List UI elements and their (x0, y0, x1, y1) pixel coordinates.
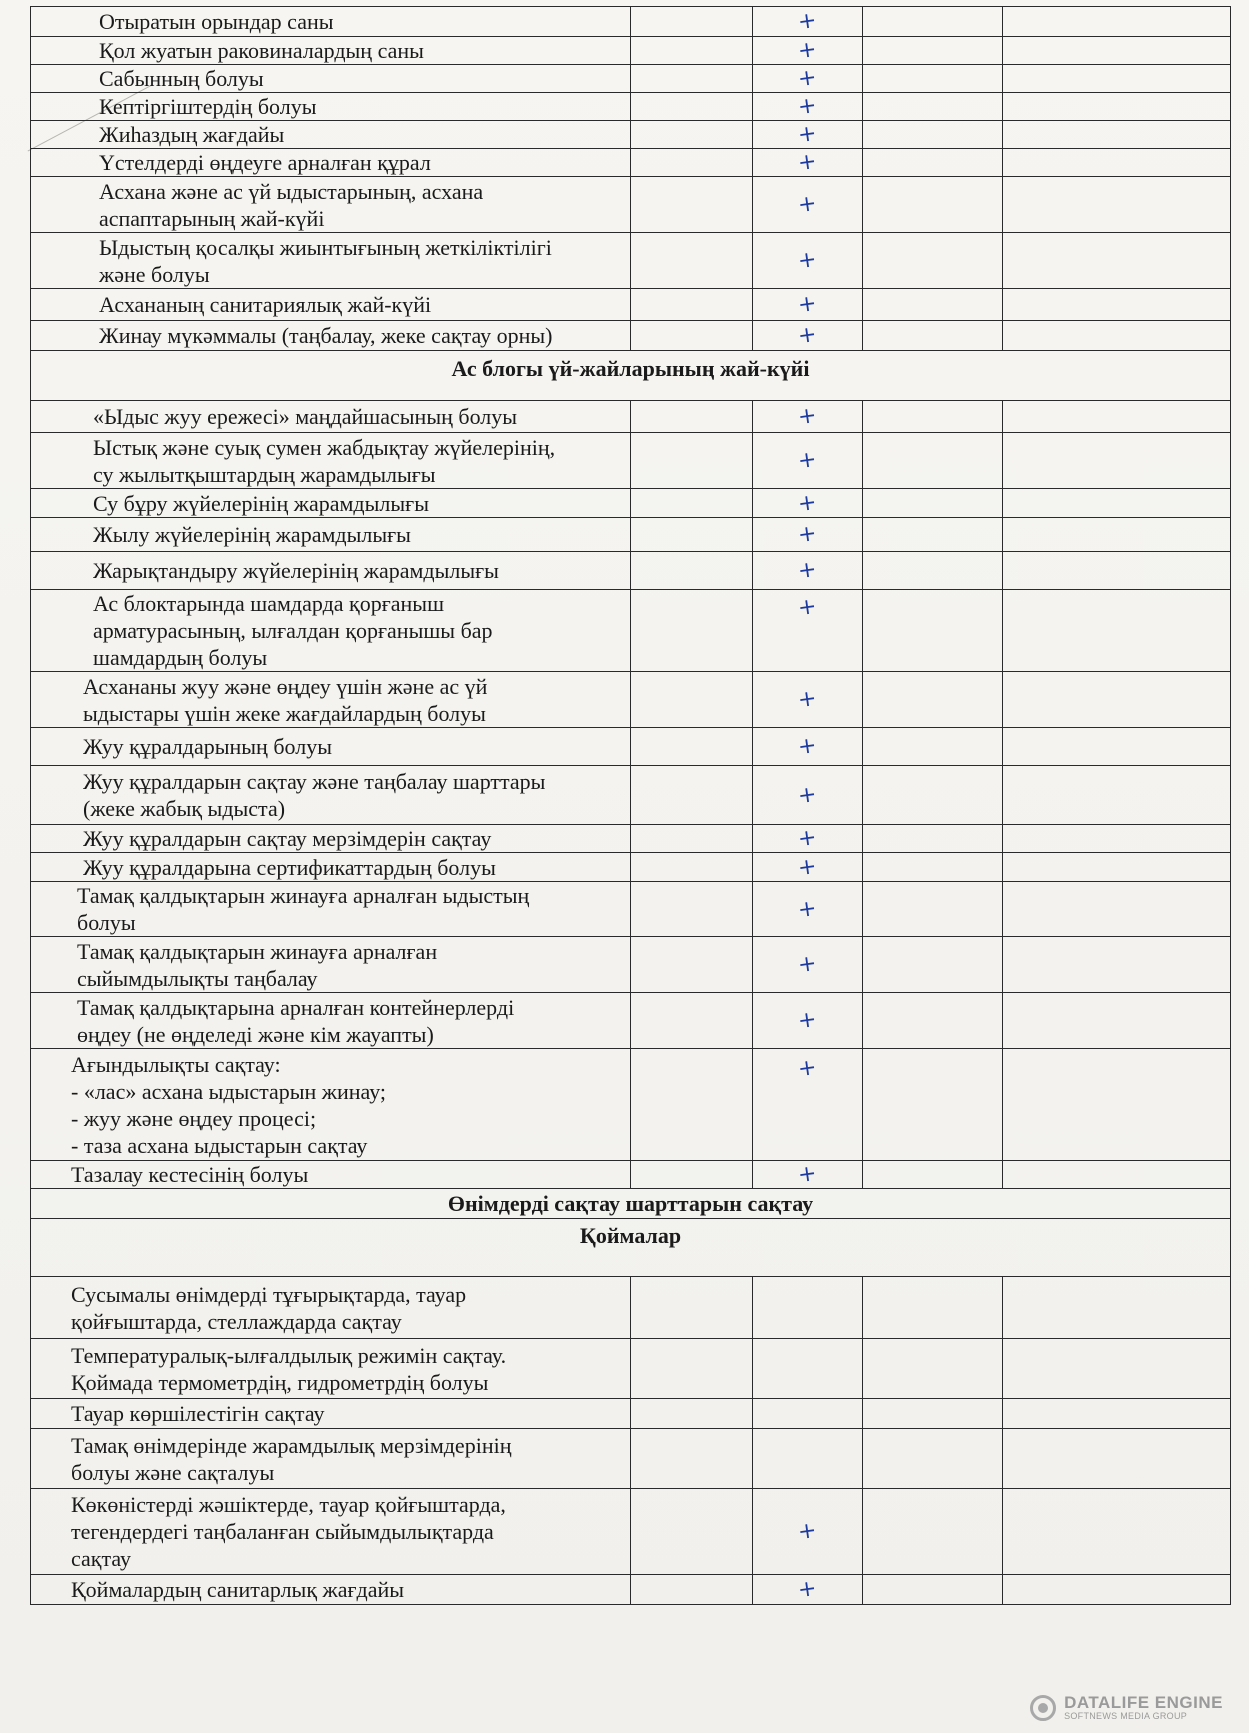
section-row (31, 351, 1231, 401)
row-label: Жуу құралдарына сертификаттардың болуы (31, 853, 631, 882)
check-mark: + (753, 149, 863, 177)
row-label: Тауар көршілестігін сақтау (31, 1399, 631, 1429)
section-heading: Ас блогы үй-жайларының жай-күйі (31, 351, 1231, 401)
section-row (31, 1219, 1231, 1277)
section-heading: Өнімдерді сақтау шарттарын сақтау (31, 1189, 1231, 1219)
check-mark: + (753, 853, 863, 882)
check-mark: + (753, 37, 863, 65)
row-label: Сусымалы өнімдерді тұғырықтарда, тауар қойғыштарда, стеллаждарда сақтау (31, 1277, 631, 1339)
table-row (31, 825, 1231, 853)
table-row (31, 401, 1231, 433)
watermark-subtitle: SOFTNEWS MEDIA GROUP (1064, 1711, 1188, 1721)
check-mark: + (753, 1161, 863, 1189)
row-label: «Ыдыс жуу ережесі» маңдайшасының болуы (31, 401, 631, 433)
row-label: Жуу құралдарын сақтау мерзімдерін сақтау (31, 825, 631, 853)
check-mark: + (753, 321, 863, 351)
table-row (31, 149, 1231, 177)
check-mark: + (753, 177, 863, 233)
check-mark: + (753, 289, 863, 321)
datalife-engine-watermark (1030, 1694, 1223, 1721)
row-label: Отыратын орындар саны (31, 7, 631, 37)
row-label: Үстелдерді өңдеуге арналған құрал (31, 149, 631, 177)
check-mark: + (753, 552, 863, 590)
check-mark: + (753, 1049, 863, 1161)
row-label: Жарықтандыру жүйелерінің жарамдылығы (31, 552, 631, 590)
row-label: Жуу құралдарының болуы (31, 728, 631, 766)
table-row (31, 289, 1231, 321)
row-label: Ыдыстың қосалқы жиынтығының жеткіліктілігі және болуы (31, 233, 631, 289)
check-mark: + (753, 121, 863, 149)
table-row (31, 1399, 1231, 1429)
table-row (31, 7, 1231, 37)
check-mark: + (753, 672, 863, 728)
check-mark: + (753, 882, 863, 937)
watermark-title: DATALIFE ENGINE (1064, 1693, 1223, 1712)
row-label: Ас блоктарында шамдарда қорғаныш арматурасының, ылғалдан қорғанышы бар шамдардың болуы (31, 590, 631, 672)
row-label: Тамақ қалдықтарына арналған контейнерлерді өңдеу (не өңделеді және кім жауапты) (31, 993, 631, 1049)
check-mark: + (753, 937, 863, 993)
check-mark: + (753, 766, 863, 825)
check-mark: + (753, 993, 863, 1049)
row-label: Тазалау кестесінің болуы (31, 1161, 631, 1189)
section-row (31, 1189, 1231, 1219)
check-mark: + (753, 825, 863, 853)
row-label: Асхананың санитариялық жай-күйі (31, 289, 631, 321)
row-label: Жылу жүйелерінің жарамдылығы (31, 518, 631, 552)
table-row (31, 882, 1231, 937)
row-label: Тамақ қалдықтарын жинауға арналған ыдыстың болуы (31, 882, 631, 937)
check-mark: + (753, 93, 863, 121)
table-row (31, 937, 1231, 993)
table-row (31, 993, 1231, 1049)
row-label: Жиһаздың жағдайы (31, 121, 631, 149)
check-mark: + (753, 518, 863, 552)
check-mark (753, 1399, 863, 1429)
table-row (31, 433, 1231, 489)
table-row (31, 489, 1231, 518)
table-row (31, 853, 1231, 882)
table-row (31, 672, 1231, 728)
table-row (31, 321, 1231, 351)
check-mark: + (753, 7, 863, 37)
table-row (31, 552, 1231, 590)
row-label: Асхана және ас үй ыдыстарының, асхана аспаптарының жай-күйі (31, 177, 631, 233)
table-row (31, 590, 1231, 672)
row-label: Тамақ қалдықтарын жинауға арналған сыйымдылықты таңбалау (31, 937, 631, 993)
table-row (31, 518, 1231, 552)
check-mark: + (753, 1575, 863, 1605)
table-row (31, 93, 1231, 121)
check-mark (753, 1339, 863, 1399)
check-mark: + (753, 489, 863, 518)
table-row (31, 121, 1231, 149)
row-label: Асхананы жуу және өңдеу үшін және ас үй ыдыстары үшін жеке жағдайлардың болуы (31, 672, 631, 728)
table-row (31, 1429, 1231, 1489)
table-row (31, 1575, 1231, 1605)
table-row (31, 37, 1231, 65)
check-mark: + (753, 590, 863, 672)
check-mark: + (753, 233, 863, 289)
table-row (31, 1339, 1231, 1399)
row-label: Кептіргіштердің болуы (31, 93, 631, 121)
table-row (31, 233, 1231, 289)
table-row (31, 177, 1231, 233)
check-mark: + (753, 401, 863, 433)
row-label: Тамақ өнімдерінде жарамдылық мерзімдерінің болуы және сақталуы (31, 1429, 631, 1489)
row-label: Жуу құралдарын сақтау және таңбалау шарттары (жеке жабық ыдыста) (31, 766, 631, 825)
check-mark: + (753, 1489, 863, 1575)
row-label: Қол жуатын раковиналардың саны (31, 37, 631, 65)
table-row (31, 728, 1231, 766)
check-mark: + (753, 65, 863, 93)
table-row (31, 1161, 1231, 1189)
check-mark (753, 1429, 863, 1489)
check-mark: + (753, 433, 863, 489)
row-label: Ағындылықты сақтау: - «лас» асхана ыдыстарын жинау; - жуу және өңдеу процесі; - таза асхана ыдыстарын сақтау (31, 1049, 631, 1161)
table-row (31, 1489, 1231, 1575)
check-mark (753, 1277, 863, 1339)
datalife-logo-icon (1030, 1695, 1056, 1721)
row-label: Температуралық-ылғалдылық режимін сақтау. Қоймада термометрдің, гидрометрдің болуы (31, 1339, 631, 1399)
row-label: Көкөністерді жәшіктерде, тауар қойғыштарда, тегендердегі таңбаланған сыйымдылықтарда сақтау (31, 1489, 631, 1575)
table-row (31, 1277, 1231, 1339)
row-label: Қоймалардың санитарлық жағдайы (31, 1575, 631, 1605)
row-label: Сабынның болуы (31, 65, 631, 93)
table-row (31, 766, 1231, 825)
row-label: Ыстық және суық сумен жабдықтау жүйелерінің, су жылытқыштардың жарамдылығы (31, 433, 631, 489)
table-row (31, 65, 1231, 93)
row-label: Жинау мүкәммалы (таңбалау, жеке сақтау орны) (31, 321, 631, 351)
inspection-checklist-table (30, 6, 1231, 1605)
section-heading: Қоймалар (31, 1219, 1231, 1277)
row-label: Су бұру жүйелерінің жарамдылығы (31, 489, 631, 518)
table-row (31, 1049, 1231, 1161)
check-mark: + (753, 728, 863, 766)
